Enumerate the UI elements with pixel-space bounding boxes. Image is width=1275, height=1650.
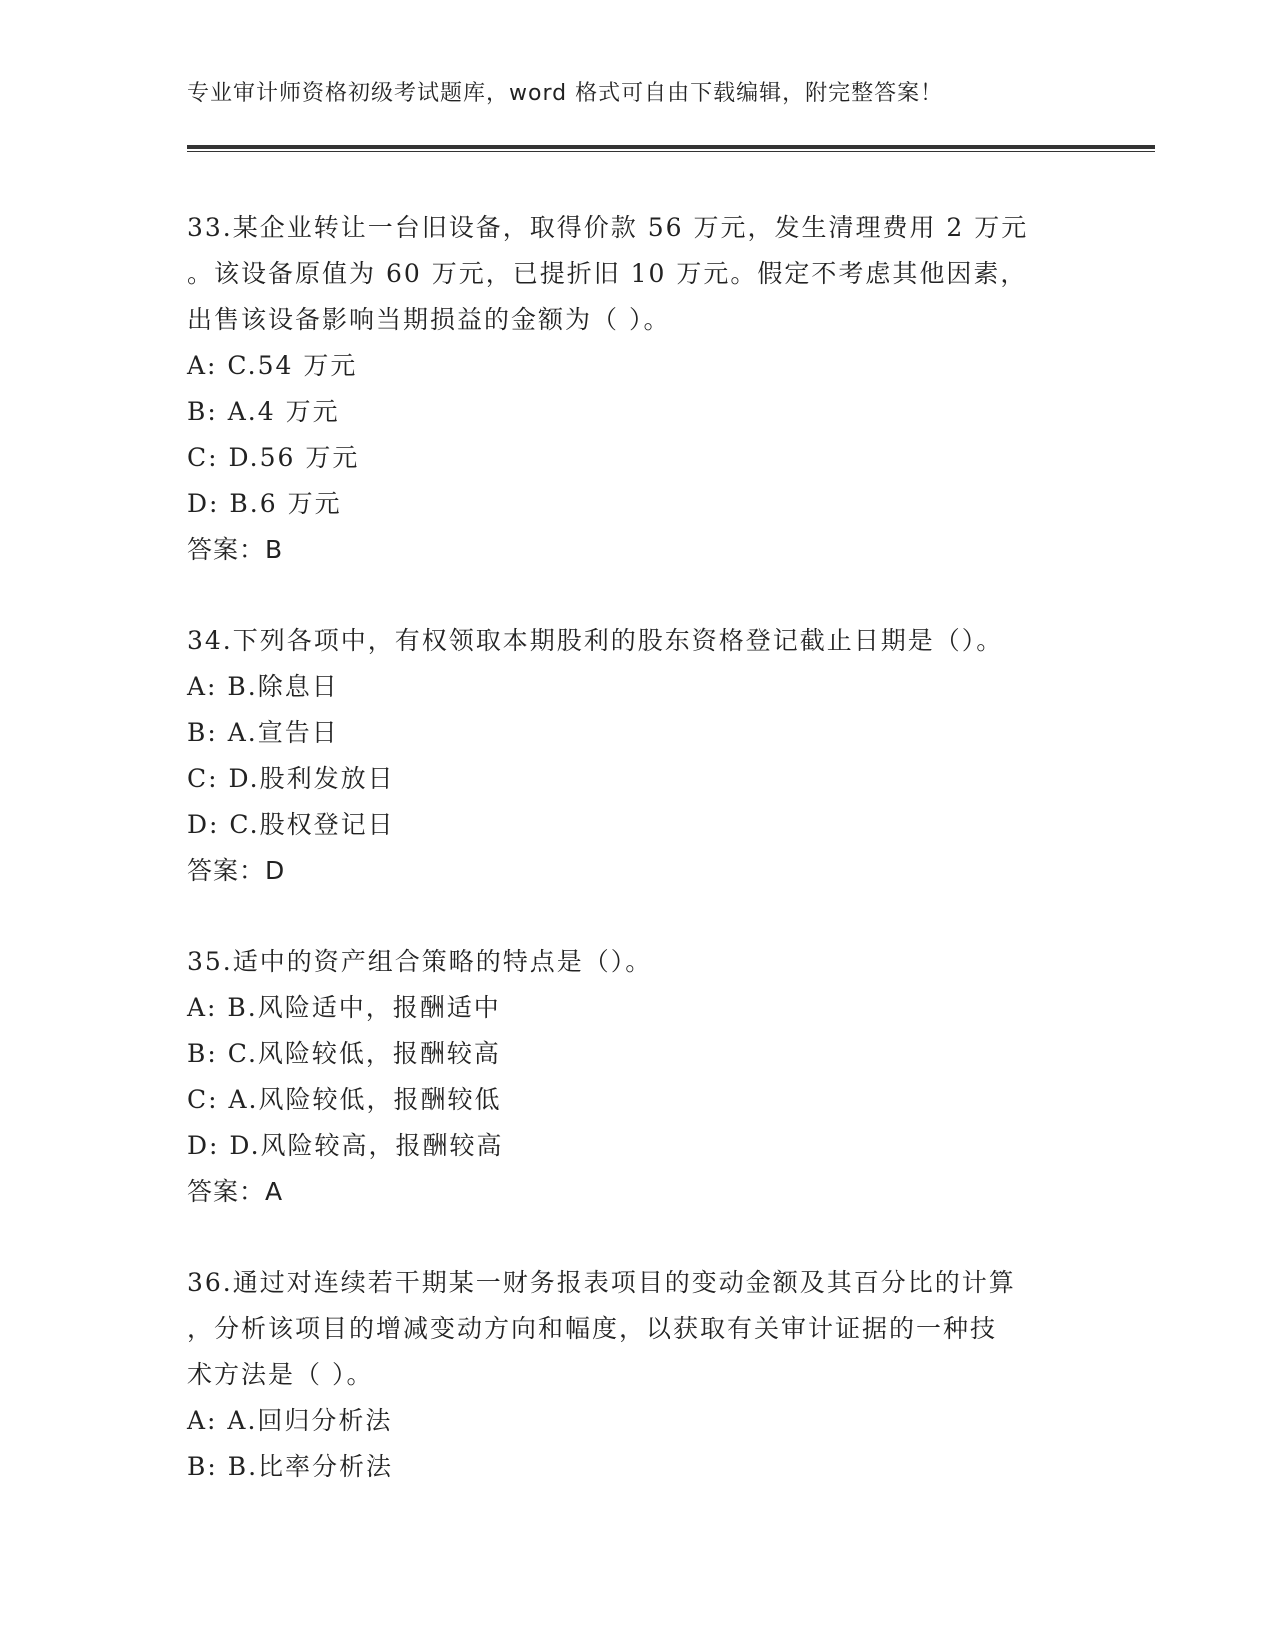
option-a: A: C.54 万元 xyxy=(187,351,358,380)
option-c: C: A.风险较低，报酬较低 xyxy=(187,1085,502,1114)
question-stem-line: ，分析该项目的增减变动方向和幅度，以获取有关审计证据的一种技 xyxy=(187,1314,998,1343)
option-a: A: B.风险适中，报酬适中 xyxy=(187,993,501,1022)
option-c: C: D.56 万元 xyxy=(187,443,360,472)
option-b: B: A.4 万元 xyxy=(187,397,340,426)
question-list xyxy=(187,205,1087,1535)
option-b: B: A.宣告日 xyxy=(187,718,339,747)
header-divider-thick xyxy=(187,145,1155,149)
question-stem-line: 33.某企业转让一台旧设备，取得价款 56 万元，发生清理费用 2 万元 xyxy=(187,213,1029,242)
option-a: A: A.回归分析法 xyxy=(187,1406,393,1435)
question-36 xyxy=(187,1260,1087,1490)
answer-label: 答案：D xyxy=(187,856,286,885)
header-divider-thin xyxy=(187,151,1155,152)
answer-label: 答案：B xyxy=(187,535,284,564)
option-d: D: B.6 万元 xyxy=(187,489,342,518)
question-34 xyxy=(187,618,1087,894)
question-33 xyxy=(187,205,1087,573)
option-b: B: C.风险较低，报酬较高 xyxy=(187,1039,501,1068)
question-stem-line: 35.适中的资产组合策略的特点是（）。 xyxy=(187,947,653,976)
question-stem-line: 术方法是（ ）。 xyxy=(187,1360,374,1389)
page-header: 专业审计师资格初级考试题库，word 格式可自由下载编辑，附完整答案！ xyxy=(187,81,944,106)
answer-label: 答案：A xyxy=(187,1177,284,1206)
option-d: D: C.股权登记日 xyxy=(187,810,395,839)
option-c: C: D.股利发放日 xyxy=(187,764,395,793)
question-stem-line: 。该设备原值为 60 万元，已提折旧 10 万元。假定不考虑其他因素， xyxy=(187,259,1028,288)
option-b: B: B.比率分析法 xyxy=(187,1452,394,1481)
question-stem-line: 36.通过对连续若干期某一财务报表项目的变动金额及其百分比的计算 xyxy=(187,1268,1016,1297)
question-stem-line: 出售该设备影响当期损益的金额为（ ）。 xyxy=(187,305,671,334)
question-stem-line: 34.下列各项中，有权领取本期股利的股东资格登记截止日期是（）。 xyxy=(187,626,1004,655)
option-d: D: D.风险较高，报酬较高 xyxy=(187,1131,504,1160)
question-35 xyxy=(187,939,1087,1215)
option-a: A: B.除息日 xyxy=(187,672,339,701)
